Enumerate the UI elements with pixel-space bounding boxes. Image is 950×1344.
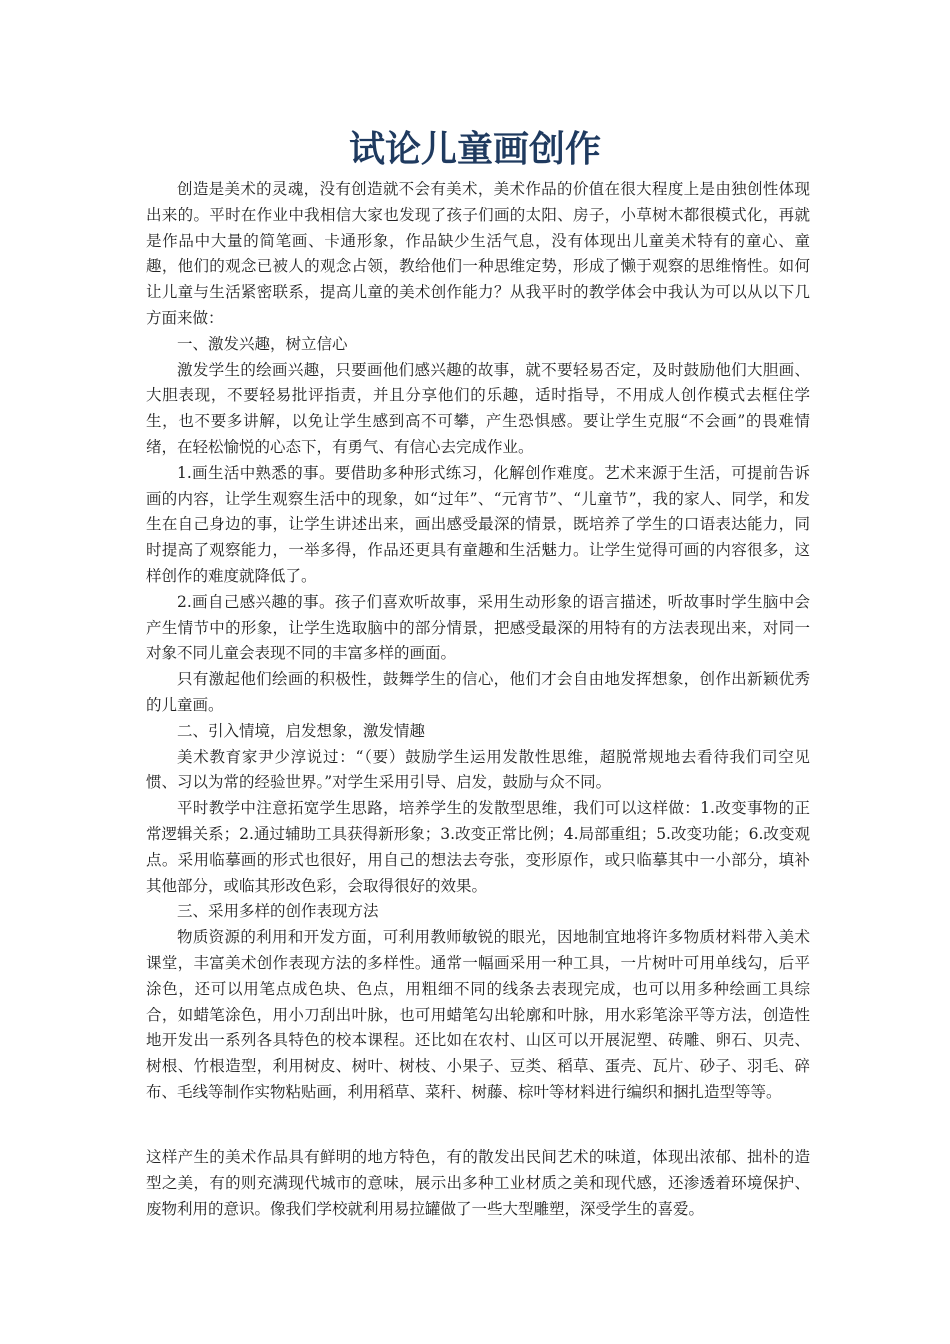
section-heading-3: 三、采用多样的创作表现方法 [177, 902, 379, 921]
intro-paragraph: 创造是美术的灵魂，没有创造就不会有美术，美术作品的价值在很大程度上是由独创性体现出来的。平时在作业中我相信大家也发现了孩子们画的太阳、房子，小草树木都很模式化，再就是作品中大量的简笔画、卡通形象，作品缺少生活气息，没有体现出儿童美术特有的童心、童趣，他们的观念已被人的观念占领，教给他们一种思维定势，形成了懒于观察的思维惰性。如何让儿童与生活紧密联系，提高儿童的美术创作能力？从我平时的教学体会中我认为可以从以下几方面来做： [146, 180, 810, 327]
paragraph: 美术教育家尹少淳说过：“（要）鼓励学生运用发散性思维，超脱常规地去看待我们司空见惯、习以为常的经验世界。”对学生采用引导、启发，鼓励与众不同。 [146, 747, 810, 792]
paragraph: 2.画自己感兴趣的事。孩子们喜欢听故事，采用生动形象的语言描述，听故事时学生脑中会产生情节中的形象，让学生选取脑中的部分情景，把感受最深的用特有的方法表现出来，对同一对象不同儿童会表现不同的丰富多样的画面。 [146, 592, 810, 663]
document-body [146, 177, 810, 1106]
paragraph: 激发学生的绘画兴趣，只要画他们感兴趣的故事，就不要轻易否定，及时鼓励他们大胆画、大胆表现，不要轻易批评指责，并且分享他们的乐趣，适时指导，不用成人创作模式去框住学生，也不要多讲解，以免让学生感到高不可攀，产生恐惧感。要让学生克服“不会画”的畏难情绪，在轻松愉悦的心态下，有勇气、有信心去完成作业。 [146, 360, 810, 456]
paragraph: 1.画生活中熟悉的事。要借助多种形式练习，化解创作难度。艺术来源于生活，可提前告诉画的内容，让学生观察生活中的现象，如“过年”、“元宵节”、“儿童节”，我的家人、同学，和发生在自己身边的事，让学生讲述出来，画出感受最深的情景，既培养了学生的口语表达能力，同时提高了观察能力，一举多得，作品还更具有童趣和生活魅力。让学生觉得可画的内容很多，这样创作的难度就降低了。 [146, 463, 810, 585]
paragraph: 只有激起他们绘画的积极性，鼓舞学生的信心，他们才会自由地发挥想象，创作出新颖优秀的儿童画。 [146, 670, 810, 714]
document-title: 试论儿童画创作 [348, 129, 601, 170]
section-heading-2: 二、引入情境，启发想象，激发情趣 [177, 721, 426, 740]
section-heading-1: 一、激发兴趣，树立信心 [177, 334, 348, 353]
closing-paragraph: 这样产生的美术作品具有鲜明的地方特色，有的散发出民间艺术的味道，体现出浓郁、拙朴的造型之美，有的则充满现代城市的意味，展示出多种工业材质之美和现代感，还渗透着环境保护、废物利用的意识。像我们学校就利用易拉罐做了一些大型雕塑，深受学生的喜爱。 [146, 1148, 810, 1218]
paragraph: 平时教学中注意拓宽学生思路，培养学生的发散型思维，我们可以这样做：1.改变事物的正常逻辑关系；2.通过辅助工具获得新形象；3.改变正常比例；4.局部重组；5.改变功能；6.改变观点。采用临摹画的形式也很好，用自己的想法去夸张，变形原作，或只临摹其中一小部分，填补其他部分，或临其形改色彩，会取得很好的效果。 [146, 799, 810, 895]
paragraph: 物质资源的利用和开发方面，可利用教师敏锐的眼光，因地制宜地将许多物质材料带入美术课堂，丰富美术创作表现方法的多样性。通常一幅画采用一种工具，一片树叶可用单线勾，后平涂色，还可以用笔点成色块、色点，用粗细不同的线条去表现完成，也可以用多种绘画工具综合，如蜡笔涂色，用小刀刮出叶脉，也可用蜡笔勾出轮廓和叶脉，用水彩笔涂平等方法，创造性地开发出一系列各具特色的校本课程。还比如在农村、山区可以开展泥塑、砖雕、卵石、贝壳、树根、竹根造型，利用树皮、树叶、树枝、小果子、豆类、稻草、蛋壳、瓦片、砂子、羽毛、碎布、毛线等制作实物粘贴画，利用稻草、菜秆、树藤、棕叶等材料进行编织和捆扎造型等等。 [146, 928, 810, 1101]
document-tail [146, 1145, 810, 1222]
